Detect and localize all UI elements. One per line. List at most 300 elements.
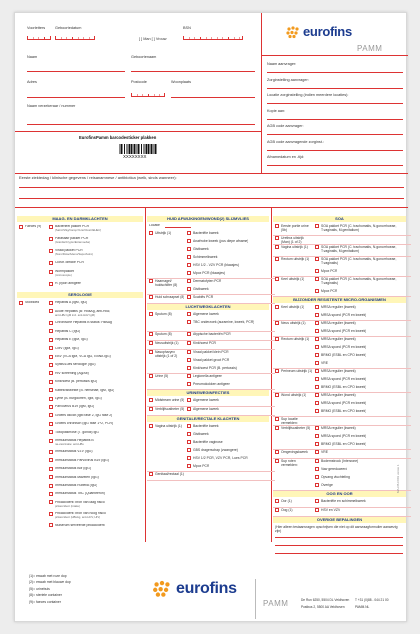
test-checkbox[interactable] [315,369,319,373]
test-label: SOA pakket PCR (C. trachomatis, N.gonorrhoeae, T.vaginalis) [321,257,397,266]
test-label: MRSA spoed (PCR en kweek) [321,313,367,318]
specimen-label: Sup locatie vermelden: [281,417,298,426]
test-label: Overige [321,483,333,488]
test-checkbox[interactable] [49,439,53,443]
specimen-label: Uitstrijk (1) [155,231,172,236]
test-checkbox[interactable] [49,371,53,375]
test-checkbox[interactable] [315,245,319,249]
test-label: Bacteriële kweek [193,424,219,429]
requester-field-label: AGB code aanvrager: [267,124,304,128]
test-checkbox[interactable] [315,289,319,293]
test-checkbox[interactable] [187,456,191,460]
requester-field-label: Locatie zorginstelling (indien meerdere locaties): [267,93,349,97]
test-label: Immuunstatus Rubella (IgG) [55,484,98,487]
form-code: MA-FB-F001 versie 1 [396,464,400,493]
test-label: VRE [321,450,328,455]
test-checkbox[interactable] [187,366,191,370]
test-label: Immuunstatus TBC (Quantiferon) [55,492,105,496]
test-checkbox[interactable] [187,295,191,299]
label-woonplaats: Woonplaats [171,80,191,84]
specimen-checkbox[interactable] [149,332,153,336]
test-checkbox[interactable] [49,484,53,488]
test-checkbox[interactable] [187,358,191,362]
test-label: EBV (VCA IgM, VCA IgG, EBNA IgG) [55,354,111,358]
specimen-checkbox[interactable] [275,393,279,397]
section-header: OVERIGE BEPALINGEN [273,517,406,523]
test-checkbox[interactable] [315,385,319,389]
specimen-label: Keel uitstrijk (1) [281,277,305,282]
test-checkbox[interactable] [315,377,319,381]
footer-pamm: PAMM [263,599,289,608]
test-label: Kattekrabziekte (B. henselae, IgM, IgG) [55,388,115,392]
test-label: Parasitair pakket PCR (Giardia/Crypto/Entamoeba) [55,237,90,245]
test-label: Hepatitis C (IgG) [55,329,81,333]
test-label: MRSA spoed (PCR en kweek) [321,329,367,334]
specimen-label: Midstream urine (5) [155,398,185,403]
specimen-checkbox[interactable] [275,508,279,512]
clinical-line-1[interactable] [19,187,404,188]
test-checkbox[interactable] [49,282,53,286]
specimen-checkbox[interactable] [149,312,153,316]
test-checkbox[interactable] [315,224,319,228]
test-checkbox[interactable] [187,448,191,452]
test-label: MRSA regulier (kweek) [321,369,356,374]
label-postcode: Postcode [131,80,147,84]
sticker-title: EurofinsPamm barcodesticker plakken [79,135,157,140]
test-label: Immuunstatus Bof (IgG) [55,467,91,471]
test-checkbox[interactable] [315,337,319,341]
test-checkbox[interactable] [49,225,53,229]
footer-logo [151,579,237,598]
test-label: VRE [321,361,328,366]
specimen-checkbox[interactable] [149,231,153,235]
requester-field-input[interactable] [267,165,403,166]
test-checkbox[interactable] [49,475,53,479]
requester-field-input[interactable] [267,134,403,135]
overige-line[interactable] [275,553,403,554]
test-checkbox[interactable] [49,270,53,274]
footer-contact: T +31 (0)88 - 044 21 00 PAMM.NL [355,598,389,610]
test-checkbox[interactable] [49,261,53,265]
test-checkbox[interactable] [187,464,191,468]
test-label: TBC onderzoek (auramine, kweek, PCR) [193,320,255,325]
test-label: Legionella antigeen [193,374,223,379]
specimen-label: Keel uitstrijk (1) [281,305,305,310]
geboortedatum-field[interactable] [55,36,95,40]
test-checkbox[interactable] [315,277,319,281]
specimen-checkbox[interactable] [149,424,153,428]
test-checkbox[interactable] [315,467,319,471]
test-checkbox[interactable] [315,393,319,397]
test-label: Anaërobe kweek (pus diepe afname) [193,239,249,244]
test-checkbox[interactable] [315,409,319,413]
requester-field-input[interactable] [267,150,403,151]
test-checkbox[interactable] [49,249,53,253]
test-label: HIV screening (Ag/Ab) [55,371,89,375]
requester-field-input[interactable] [267,103,403,104]
test-checkbox[interactable] [49,397,53,401]
specimen-label: Wond uitstrijk (1) [281,393,307,398]
test-label: Algemene kweek [193,407,219,412]
test-label: Viraal pakket PCR (Noro/Rota/Adeno/Sapo/Astro) [55,249,94,257]
specimen-checkbox[interactable] [275,321,279,325]
specimen-checkbox[interactable] [275,245,279,249]
test-label: Bacteriële vaginose [193,440,223,445]
test-checkbox[interactable] [187,287,191,291]
label-adres: Adres [27,80,37,84]
test-label: Vaw gereduceerd [321,467,348,472]
label-voorletters: Voorletters [27,26,46,30]
test-label: Hepatitis E (IgM, IgG) [55,338,88,342]
test-checkbox[interactable] [315,459,319,463]
specimen-label: Oog (1) [281,508,293,513]
test-checkbox[interactable] [187,424,191,428]
specimen-checkbox[interactable] [275,257,279,261]
test-checkbox[interactable] [187,374,191,378]
requester-field-label: Afnamedatum en -tijd: [267,155,305,159]
barcode-image [119,144,157,154]
postcode-field[interactable] [131,93,165,97]
eurofins-leaf-icon [151,579,173,598]
test-checkbox[interactable] [49,380,53,384]
verzekering-field[interactable] [27,124,255,125]
test-label: Mpox PCR [321,269,338,274]
requester-field-input[interactable] [267,88,403,89]
test-checkbox[interactable] [49,430,53,434]
specimen-checkbox[interactable] [149,398,153,402]
test-label: Kinkhoest (B. pertussis IgG) [55,380,98,384]
test-label: MRSA regulier (kweek) [321,393,356,398]
test-checkbox[interactable] [315,401,319,405]
test-checkbox[interactable] [315,499,319,503]
test-label: Kinkhoest PCR [193,341,216,346]
test-label: Mpox PCR (blaasjes) [193,271,226,276]
test-checkbox[interactable] [187,332,191,336]
test-label: Atypische bacteriën PCR [193,332,231,337]
test-checkbox[interactable] [49,301,53,305]
test-checkbox[interactable] [187,312,191,316]
test-checkbox[interactable] [315,345,319,349]
test-checkbox[interactable] [187,398,191,402]
test-checkbox[interactable] [49,422,53,426]
test-label: BRMO (ESBL en CPO kweek) [321,385,367,390]
test-label: MRSA regulier (kweek) [321,321,356,326]
stolbloed-label: Stolbloed [25,301,40,305]
test-checkbox[interactable] [187,271,191,275]
test-label: Chronische Hepatitis B status: HBsAg [55,321,112,325]
test-label: MRSA spoed (PCR en kweek) [321,401,367,406]
test-label: MRSA regulier (kweek) [321,337,356,342]
test-label: Bodemstrook (Interzone) [321,459,359,464]
clinical-label: Eerste ziektedag / klinische gegevens / reisanamnese / antibiotica (welk, sinds wanneer): [19,175,177,180]
test-checkbox[interactable] [315,321,319,325]
test-label: Prikaccident: bron van laag risico prikaccident (intake) [55,500,105,508]
test-checkbox[interactable] [315,434,319,438]
specimen-checkbox[interactable] [275,224,279,228]
overige-note: (Hier alleen testaanvragen opschrijven die niet op dit aanvraagformulier aanwezig zijn) [275,525,398,534]
test-label: Mpox PCR [193,464,210,469]
test-label: MRSA regulier (kweek) [321,426,356,431]
test-checkbox[interactable] [49,237,53,241]
specimen-checkbox[interactable] [149,374,153,378]
test-label: Hepatitis A (IgM, IgG) [55,301,88,305]
test-label: Lyme (B. burgdorferi, IgM, IgG) [55,396,102,400]
footnote: (9)= faeces container [29,599,61,604]
clinical-line-2[interactable] [19,198,404,199]
test-label: SOA pakket PCR (C. trachomatis, N.gonorrhoeae, T.vaginalis) [321,277,397,286]
test-label: Mpox PCR [321,289,338,294]
specimen-label: Rectum uitstrijk (1) [281,337,310,342]
test-label: Schimmelkweek [193,255,218,260]
section-header: GENITALE/RECTALE KLACHTEN [147,416,269,422]
test-checkbox[interactable] [49,512,53,516]
test-checkbox[interactable] [187,279,191,283]
test-checkbox[interactable] [49,338,53,342]
footnotes [29,573,71,605]
specimen-checkbox[interactable] [149,472,153,476]
requester-field-label: Kopie aan: [267,108,286,113]
specimen-label: Sputum (8) [155,332,172,337]
test-checkbox[interactable] [187,231,191,235]
test-label: MRSA spoed (PCR en kweek) [321,345,367,350]
test-checkbox[interactable] [187,239,191,243]
test-checkbox[interactable] [315,442,319,446]
test-label: Viraal pakket groot PCR [193,358,230,363]
test-checkbox[interactable] [315,269,319,273]
specimen-label: Nasopharynx uitstrijk (1 of 2) [155,350,178,359]
test-checkbox[interactable] [49,492,53,496]
test-checkbox[interactable] [187,440,191,444]
test-label: CMV (IgM, IgG) [55,346,79,350]
test-label: Immuunstatus Mazelen (IgG) [55,475,99,479]
test-checkbox[interactable] [187,263,191,267]
test-checkbox[interactable] [187,350,191,354]
test-label: Algemene kweek [193,398,219,403]
test-checkbox[interactable] [315,329,319,333]
test-checkbox[interactable] [315,426,319,430]
naam-field[interactable] [27,71,125,72]
test-checkbox[interactable] [49,329,53,333]
section-header: BIJZONDER RESISTENTE MICRO-ORGANISMEN [273,297,406,303]
test-checkbox[interactable] [187,247,191,251]
label-verzekering: Naam verzekeraar / nummer [27,104,76,108]
locatie-field[interactable] [165,227,191,228]
test-checkbox[interactable] [187,407,191,411]
test-checkbox[interactable] [49,355,53,359]
test-checkbox[interactable] [49,500,53,504]
specimen-label: Perineum uitstrijk (1) [281,369,313,374]
specimen-checkbox[interactable] [149,341,153,345]
specimen-checkbox[interactable] [275,337,279,341]
test-label: Immuunstatus Parvovirus B19 (IgG) [55,458,109,462]
test-checkbox[interactable] [187,320,191,324]
test-label: Toxoplasmose (T. gondii) IgG [55,430,99,434]
test-label: SOA pakket PCR (C. trachomatis, N.gonorrhoeae, T.vaginalis, M.genitalium) [321,245,397,254]
test-checkbox[interactable] [315,475,319,479]
test-label: Bacteriële kweek [193,231,219,236]
test-label: Nulserum serveerde prikaccident [55,523,105,527]
test-label: Parvovirus B19 (IgM, IgG) [55,405,95,409]
requester-field-label: Naam aanvrager: [267,62,297,66]
test-checkbox[interactable] [187,382,191,386]
test-label: Pneumokokken antigeen [193,382,231,387]
specimen-label: Eerste portie urine (5b) [281,224,309,233]
specimen-label: Haarnagel/ huidschilfer (8) [155,279,178,288]
requester-field-label: Zorginstelling aanvrager: [267,77,309,82]
label-geboortenaam: Geboortenaam [131,55,157,59]
specimen-checkbox[interactable] [275,459,279,463]
woonplaats-field[interactable] [171,97,255,98]
request-form [14,12,407,622]
footnote: (8)= steriele container [29,593,62,598]
specimen-checkbox[interactable] [275,450,279,454]
test-label: GBS dragerschap (zwangere) [193,448,238,453]
test-label: MRSA spoed (PCR en kweek) [321,434,367,439]
test-label: HSV 1/2 - VZV PCR (blaasjes) [193,263,239,268]
section-header: SEROLOGIE [17,292,143,298]
specimen-label: Urethra uitstrijk (Man) (1 of 2) [281,236,304,245]
sticker-code: XXXXXXXX [123,154,147,159]
test-label: Kinkhoest PCR (B. pertussis) [193,366,237,371]
test-label: BRMO (ESBL en CPO kweek) [321,353,367,358]
test-label: Dermatofyten PCR [193,279,222,284]
specimen-label: Vagina uitstrijk (1) [155,424,182,429]
test-checkbox[interactable] [49,363,53,367]
specimen-label: Urine (5) [155,374,169,379]
specimen-label: Sup roten vermelden: [281,459,298,468]
specimen-checkbox[interactable] [149,279,153,283]
overige-line[interactable] [275,545,403,546]
test-label: Faeces (9) [25,225,42,229]
stolbloed-checkbox[interactable] [19,301,23,305]
test-label: Groeifs chronisch (IgG fase 1+2, PCR) [55,422,114,426]
requester-field-input[interactable] [267,119,403,120]
test-checkbox[interactable] [315,483,319,487]
test-label: MRSA spoed (PCR en kweek) [321,377,367,382]
specimen-checkbox[interactable] [275,426,279,430]
specimen-checkbox[interactable] [149,295,153,299]
specimen-label: Vagina uitstrijk (1) [281,245,308,250]
specimen-label: Neus uitstrijk (1) [281,321,306,326]
test-checkbox[interactable] [315,313,319,317]
specimen-label: Huid schraapsel (8) [155,295,185,300]
specimen-checkbox[interactable] [149,407,153,411]
bsn-field[interactable] [183,36,243,40]
requester-field-input[interactable] [267,72,403,73]
test-label: Acute Hepatitis (B: HBsAg, anti-HBc, anti-HBc IgM incl. anti-HAV IgM) [55,309,111,317]
test-checkbox[interactable] [187,255,191,259]
test-label: BRMO (ESBL en CPO kweek) [321,442,367,447]
test-label: Groeifs diccaf (IgM fase 2, IgG fase 2) [55,413,113,417]
test-label: Immuunstatus VZV (IgG) [55,450,93,454]
section-header: OOG EN OOR [273,491,406,497]
test-checkbox[interactable] [49,321,53,325]
footer-brand: eurofins [176,579,237,597]
specimen-label: Genitaal/rectaal (1) [155,472,184,477]
test-label: MRSA regulier (kweek) [321,305,356,310]
label-geboortedatum: Geboortedatum [55,26,82,30]
overige-line[interactable] [275,537,403,538]
footnote: (1)= eswab met roze dop [29,574,67,578]
header-brand: eurofins [303,24,352,39]
section-header: LUCHTWEGKLACHTEN [147,304,269,310]
test-checkbox[interactable] [315,353,319,357]
geboortenaam-field[interactable] [131,71,255,72]
specimen-checkbox[interactable] [275,236,279,240]
test-checkbox[interactable] [315,508,319,512]
test-label: Viraal pakket klein PCR [193,350,229,355]
specimen-checkbox[interactable] [275,499,279,503]
test-checkbox[interactable] [19,225,23,229]
section-header: SOA [273,216,406,222]
test-checkbox[interactable] [49,458,53,462]
test-label: Algemene kweek [193,312,219,317]
test-checkbox[interactable] [315,257,319,261]
specimen-checkbox[interactable] [149,350,153,354]
adres-field[interactable] [27,97,125,98]
test-label: Bacterieel pakket PCR (Salm/Shig/Camp/Yersi/Clostr/EHEC) [55,225,102,233]
specimen-label: Omgevingskweek [281,450,308,455]
test-checkbox[interactable] [315,361,319,365]
test-checkbox[interactable] [49,405,53,409]
test-checkbox[interactable] [49,309,53,313]
specimen-checkbox[interactable] [275,305,279,309]
locatie-label: Locatie [149,224,160,227]
test-label: Opvang vluchteling [321,475,350,480]
specimen-checkbox[interactable] [275,417,279,421]
test-checkbox[interactable] [49,346,53,350]
test-label: Wormpakket (microscopie) [55,269,74,277]
specimen-checkbox[interactable] [275,277,279,281]
section-header: HUID AFWIJKINGEN/WOND(2) SLIJMVLIES [147,216,269,222]
test-label: Gistkweek [193,432,209,437]
specimen-label: Neusuitstrijk (1) [155,341,179,346]
label-naam: Naam [27,55,38,59]
test-label: BRMO (ESBL en CPO kweek) [321,409,367,414]
test-checkbox[interactable] [187,341,191,345]
test-label: SOA pakket PCR (C. trachomatis, N.gonorrhoeae, T.vaginalis, M.genitalium) [321,224,397,233]
test-checkbox[interactable] [49,388,53,392]
test-label: Scabiës PCR [193,295,214,300]
specimen-checkbox[interactable] [275,369,279,373]
footnote: (5)= urinebuis [29,586,50,591]
test-checkbox[interactable] [49,467,53,471]
specimen-label: Oor (1) [281,499,292,504]
specimen-label: Sputum (8) [155,312,172,317]
eurofins-leaf-icon [285,25,301,39]
test-label: Gistkweek [193,287,209,292]
footer-address: De Run 6250, 5504 DL Veldhoven Postbus 2, 5500 AA Veldhoven [301,598,350,610]
test-label: HSV 1/2 PCR, VZV PCR, Lues PCR [193,456,248,461]
test-checkbox[interactable] [315,450,319,454]
test-checkbox[interactable] [49,523,53,527]
test-checkbox[interactable] [49,450,53,454]
test-checkbox[interactable] [315,305,319,309]
test-label: Immuunstatus Hepatitis B na-vaccinatie: anti-HBs [55,438,94,446]
test-label: H. pylori antigeen [55,281,82,285]
voorletters-field[interactable] [27,36,51,40]
header-logo [285,24,352,39]
footnote: (2)= eswab met blauwe dop [29,580,71,585]
test-checkbox[interactable] [187,432,191,436]
header-pamm: PAMM [357,44,383,53]
test-checkbox[interactable] [49,413,53,417]
label-bsn: BSN [183,26,191,30]
specimen-label: Verblijfscatheter (5) [155,407,185,412]
gender-options[interactable]: [ ] Man [ ] Vrouw [139,37,167,41]
test-label: HSV en VZV [321,508,341,513]
test-label: Bacteriële en schimmelkweek [321,499,366,504]
